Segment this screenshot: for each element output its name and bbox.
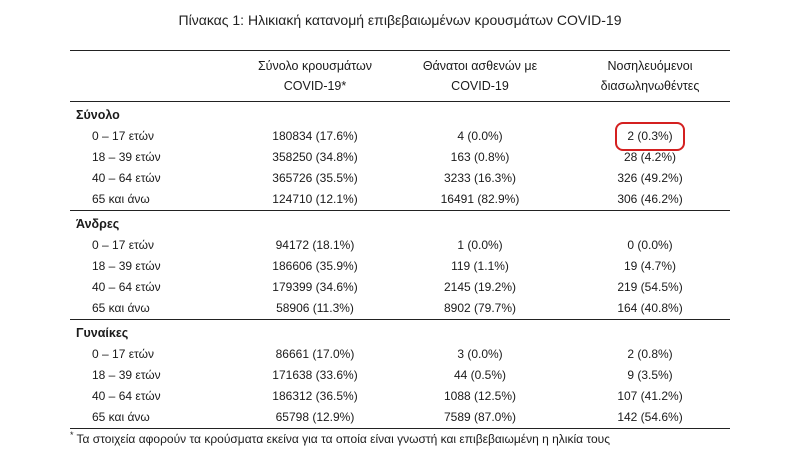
age-cell: 65 και άνω (92, 410, 150, 424)
deaths-cell: 2145 (19.2%) (443, 280, 517, 294)
header-rule (70, 101, 730, 102)
table-row (70, 407, 730, 428)
group-section (70, 104, 730, 210)
age-cell: 18 – 39 ετών (92, 259, 161, 273)
cases-cell: 58906 (11.3%) (276, 301, 354, 315)
table-row (70, 298, 730, 319)
bottom-rule (70, 428, 730, 429)
deaths-cell: 3233 (16.3%) (443, 171, 517, 185)
cases-cell: 186606 (35.9%) (272, 259, 358, 273)
table-row (70, 126, 730, 147)
header-total-cases: Σύνολο κρουσμάτων COVID-19* (257, 59, 373, 93)
cases-cell: 94172 (18.1%) (275, 238, 355, 252)
table-row (70, 365, 730, 386)
intubated-cell: 2 (0.8%) (627, 347, 673, 361)
cases-cell: 186312 (36.5%) (272, 389, 358, 403)
deaths-cell: 16491 (82.9%) (440, 192, 520, 206)
footnote-mark: * (70, 430, 74, 440)
table-row (70, 386, 730, 407)
intubated-cell: 9 (3.5%) (627, 368, 673, 382)
group-title: Σύνολο (76, 108, 120, 122)
deaths-cell: 1 (0.0%) (457, 238, 503, 252)
table-row (70, 168, 730, 189)
group-title: Γυναίκες (76, 326, 129, 340)
deaths-cell: 7589 (87.0%) (443, 410, 517, 424)
group-divider (70, 319, 730, 320)
deaths-cell: 119 (1.1%) (451, 259, 509, 273)
cases-cell: 124710 (12.1%) (272, 192, 358, 206)
deaths-cell: 1088 (12.5%) (443, 389, 517, 403)
intubated-cell: 164 (40.8%) (617, 301, 683, 315)
table-row (70, 235, 730, 256)
age-cell: 0 – 17 ετών (92, 238, 154, 252)
intubated-cell: 142 (54.6%) (617, 410, 683, 424)
highlighted-value: 2 (0.3%) (627, 126, 672, 147)
group-title: Άνδρες (76, 217, 120, 231)
deaths-cell: 8902 (79.7%) (443, 301, 517, 315)
group-divider (70, 210, 730, 211)
table-header (70, 51, 730, 101)
group-section (70, 322, 730, 428)
deaths-cell: 3 (0.0%) (457, 347, 503, 361)
header-deaths: Θάνατοι ασθενών με COVID-19 (422, 59, 538, 93)
deaths-cell: 163 (0.8%) (450, 150, 510, 164)
age-cell: 18 – 39 ετών (92, 368, 161, 382)
age-cell: 0 – 17 ετών (92, 129, 154, 143)
age-cell: 40 – 64 ετών (92, 280, 161, 294)
cases-cell: 365726 (35.5%) (272, 171, 358, 185)
age-cell: 18 – 39 ετών (92, 150, 161, 164)
intubated-cell: 306 (46.2%) (617, 192, 683, 206)
age-distribution-table (70, 50, 730, 429)
header-intubated: Νοσηλευόμενοι διασωληνωθέντες (600, 59, 700, 93)
table-row (70, 277, 730, 298)
table-row (70, 189, 730, 210)
age-cell: 65 και άνω (92, 301, 150, 315)
footnote-text: Τα στοιχεία αφορούν τα κρούσματα εκείνα για τα οποία είναι γνωστή και επιβεβαιωμένη η ηλικία τους (76, 432, 610, 446)
age-cell: 40 – 64 ετών (92, 171, 161, 185)
intubated-cell (570, 126, 730, 147)
age-cell: 0 – 17 ετών (92, 347, 154, 361)
group-section (70, 213, 730, 319)
cases-cell: 358250 (34.8%) (272, 150, 358, 164)
intubated-cell: 107 (41.2%) (617, 389, 683, 403)
intubated-cell: 28 (4.2%) (623, 150, 677, 164)
intubated-cell: 326 (49.2%) (617, 171, 683, 185)
intubated-cell: 219 (54.5%) (617, 280, 683, 294)
intubated-cell: 0 (0.0%) (627, 238, 673, 252)
table-row (70, 256, 730, 277)
age-cell: 40 – 64 ετών (92, 389, 161, 403)
age-cell: 65 και άνω (92, 192, 150, 206)
table-row (70, 344, 730, 365)
cases-cell: 86661 (17.0%) (275, 347, 355, 361)
footnote (70, 430, 750, 446)
intubated-cell: 19 (4.7%) (623, 259, 677, 273)
cases-cell: 179399 (34.6%) (272, 280, 358, 294)
table-title: Πίνακας 1: Ηλικιακή κατανομή επιβεβαιωμένων κρουσμάτων COVID-19 (178, 12, 622, 28)
cases-cell: 180834 (17.6%) (272, 129, 358, 143)
cases-cell: 171638 (33.6%) (272, 368, 358, 382)
cases-cell: 65798 (12.9%) (275, 410, 355, 424)
deaths-cell: 44 (0.5%) (453, 368, 507, 382)
deaths-cell: 4 (0.0%) (457, 129, 503, 143)
